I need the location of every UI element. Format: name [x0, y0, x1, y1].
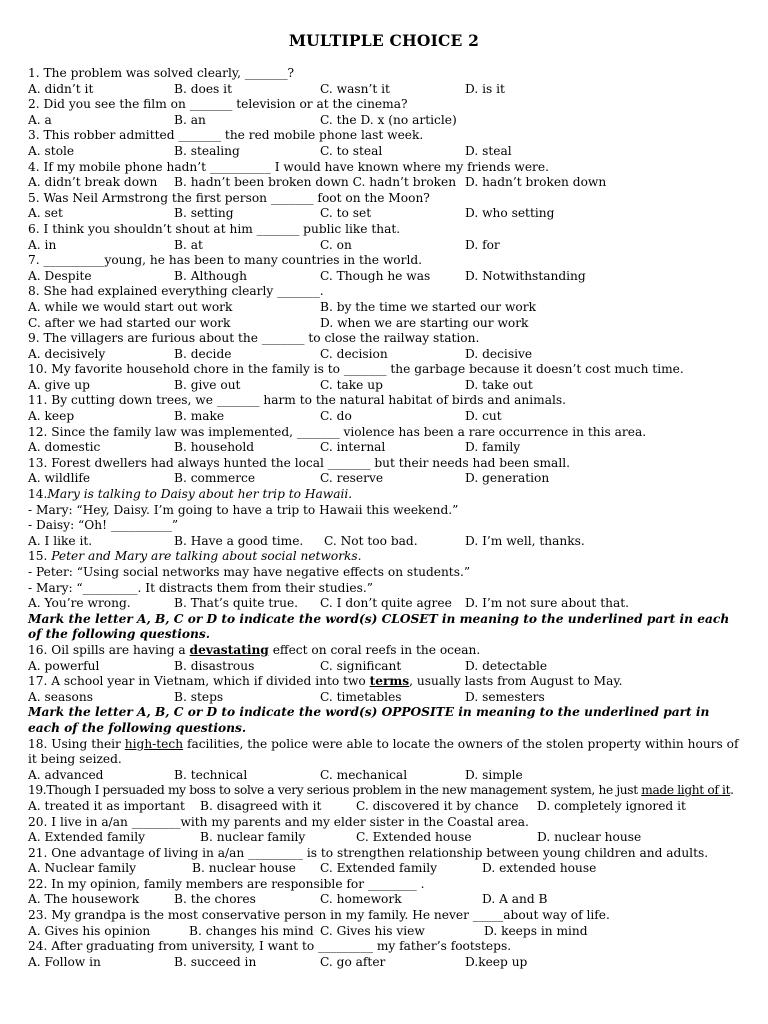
option-b: B. Have a good time.: [174, 533, 304, 548]
underlined-word: high-tech: [124, 736, 184, 751]
question-18-options: [28, 768, 740, 784]
question-2-options: [28, 113, 740, 129]
option-c: C. internal: [320, 440, 386, 455]
question-number: 14.: [28, 487, 48, 502]
question-20-options: [28, 830, 740, 846]
option-b: B. setting: [174, 206, 234, 221]
option-a: A. didn’t it: [28, 81, 94, 96]
underlined-word: devastating: [189, 642, 269, 657]
question-6-options: [28, 238, 740, 254]
option-c: C. do: [320, 409, 352, 424]
option-b: B. succeed in: [174, 954, 257, 969]
question-7-options: [28, 269, 740, 285]
option-d: D. extended house: [482, 861, 597, 876]
dialogue-context: Peter and Mary are talking about social networks.: [51, 549, 362, 564]
question-18-stem: 18. Using their high-tech facilities, the police were able to locate the owners of the stolen property within hours of it being seized.: [28, 736, 739, 767]
question-24-stem: 24. After graduating from university, I want to _________ my father’s footsteps.: [28, 939, 512, 954]
question-1-stem: 1. The problem was solved clearly, _______?: [28, 66, 295, 80]
option-b: B. technical: [174, 767, 248, 782]
option-d: D. I’m well, thanks.: [465, 533, 585, 548]
dialogue-line: - Mary: “Hey, Daisy. I’m going to have a trip to Hawaii this weekend.”: [28, 502, 459, 517]
option-b: B. hadn’t been broken down C. hadn’t broken: [174, 175, 457, 190]
option-a: A. while we would start out work: [28, 299, 233, 314]
option-c: C. discovered it by chance: [356, 798, 519, 813]
option-b: B. nuclear family: [200, 830, 306, 845]
option-c: C. homework: [320, 892, 402, 907]
option-d: D. Notwithstanding: [465, 268, 586, 283]
question-20-stem: 20. I live in a/an ________with my parents and my elder sister in the Coastal area.: [28, 814, 529, 829]
question-24-options: [28, 955, 740, 971]
option-b: B. nuclear house: [192, 861, 296, 876]
option-b: B. at: [174, 237, 203, 252]
option-b: B. household: [174, 440, 255, 455]
option-c: C. go after: [320, 954, 386, 969]
option-b: B. That’s quite true.: [174, 596, 299, 611]
option-d: D. take out: [465, 377, 533, 392]
question-11-options: [28, 409, 740, 425]
option-d: D. I’m not sure about that.: [465, 596, 629, 611]
option-d: D. decisive: [465, 346, 533, 361]
question-23-options: [28, 924, 740, 940]
question-4-options: [28, 175, 740, 191]
option-a: A. Follow in: [28, 954, 101, 969]
option-c: C. significant: [320, 658, 402, 673]
question-10-stem: 10. My favorite household chore in the family is to _______ the garbage because it doesn’t cost much time.: [28, 362, 684, 377]
option-b: B. the chores: [174, 892, 256, 907]
option-a: A. domestic: [28, 440, 101, 455]
option-d: D. family: [465, 440, 521, 455]
option-a: A. Gives his opinion: [28, 923, 151, 938]
question-14-options: [28, 534, 740, 550]
option-d: D. A and B: [482, 892, 548, 907]
question-13-options: [28, 471, 740, 487]
question-3-stem: 3. This robber admitted _______ the red mobile phone last week.: [28, 128, 424, 143]
option-d: D. simple: [465, 767, 523, 782]
page-title: MULTIPLE CHOICE 2: [288, 31, 480, 50]
question-list: [28, 66, 740, 970]
question-10-options: [28, 378, 740, 394]
option-d: D. detectable: [465, 658, 548, 673]
option-d: D. when we are starting our work: [320, 315, 529, 330]
question-22-options: [28, 892, 740, 908]
option-d: D. keeps in mind: [484, 923, 588, 938]
option-b: B. changes his mind: [189, 923, 314, 938]
option-d: D. generation: [465, 471, 550, 486]
option-c: C. Though he was: [320, 268, 431, 283]
question-11-stem: 11. By cutting down trees, we _______ harm to the natural habitat of birds and animals.: [28, 393, 566, 408]
question-14-stem: [28, 487, 740, 503]
question-16-stem: 16. Oil spills are having a devastating effect on coral reefs in the ocean.: [28, 642, 481, 657]
option-a: A. Despite: [28, 268, 92, 283]
option-b: B. stealing: [174, 143, 240, 158]
option-a: A. in: [28, 237, 57, 252]
option-c: C. to set: [320, 206, 372, 221]
option-b: B. give out: [174, 377, 241, 392]
option-c: C. the D. x (no article): [320, 112, 457, 127]
option-c: C. I don’t quite agree: [320, 596, 452, 611]
option-a: A. The housework: [28, 892, 140, 907]
question-13-stem: 13. Forest dwellers had always hunted the local _______ but their needs had been small.: [28, 455, 570, 470]
question-6-stem: 6. I think you shouldn’t shout at him _______ public like that.: [28, 221, 401, 236]
option-c: C. Extended house: [356, 830, 472, 845]
question-8-options-row-1: [28, 300, 740, 316]
question-21-options: [28, 861, 740, 877]
question-16-options: [28, 659, 740, 675]
option-b: B. an: [174, 112, 206, 127]
option-b: B. Although: [174, 268, 247, 283]
question-17-options: [28, 690, 740, 706]
option-c: C. mechanical: [320, 767, 408, 782]
option-b: B. does it: [174, 81, 232, 96]
underlined-word: terms: [369, 674, 410, 689]
question-9-options: [28, 347, 740, 363]
option-b: B. commerce: [174, 471, 256, 486]
question-5-stem: 5. Was Neil Armstrong the first person _______ foot on the Moon?: [28, 190, 430, 205]
underlined-word: made light of it: [641, 783, 731, 798]
question-8-stem: 8. She had explained everything clearly _______.: [28, 284, 324, 299]
option-a: A. decisively: [28, 346, 106, 361]
question-22-stem: 22. In my opinion, family members are responsible for ________ .: [28, 876, 425, 891]
dialogue-line: - Peter: “Using social networks may have negative effects on students.”: [28, 565, 471, 579]
option-c: C. decision: [320, 346, 388, 361]
question-1-options: [28, 82, 740, 98]
question-4-stem: 4. If my mobile phone hadn’t __________ I would have known where my friends were.: [28, 159, 549, 174]
question-5-options: [28, 206, 740, 222]
option-b: B. disagreed with it: [200, 798, 322, 813]
option-c: C. after we had started our work: [28, 315, 231, 330]
option-d: D. who setting: [465, 206, 555, 221]
option-c: C. Gives his view: [320, 923, 425, 938]
option-d: D. completely ignored it: [537, 798, 686, 813]
option-b: B. steps: [174, 689, 224, 704]
option-a: A. You’re wrong.: [28, 596, 131, 611]
option-a: A. stole: [28, 143, 75, 158]
dialogue-line: - Daisy: “Oh! __________”: [28, 518, 179, 533]
option-a: A. Nuclear family: [28, 861, 136, 876]
option-c: C. to steal: [320, 143, 383, 158]
option-d: D. hadn’t broken down: [465, 175, 607, 190]
option-a: A. set: [28, 206, 63, 221]
question-9-stem: 9. The villagers are furious about the _______ to close the railway station.: [28, 331, 480, 346]
question-23-stem: 23. My grandpa is the most conservative person in my family. He never _____about way of life.: [28, 908, 610, 923]
question-number: 15.: [28, 549, 52, 564]
option-a: A. wildlife: [28, 471, 91, 486]
question-12-options: [28, 440, 740, 456]
option-c: C. take up: [320, 377, 383, 392]
question-8-options-row-2: [28, 316, 740, 332]
option-d: D. is it: [465, 81, 505, 96]
option-b: B. disastrous: [174, 658, 255, 673]
option-c: C. on: [320, 237, 352, 252]
option-a: A. give up: [28, 377, 90, 392]
option-c: C. Not too bad.: [324, 533, 418, 548]
question-15-options: [28, 596, 740, 612]
option-d: D. nuclear house: [537, 830, 642, 845]
question-17-stem: 17. A school year in Vietnam, which if divided into two terms, usually lasts from August to May.: [28, 674, 623, 689]
option-a: A. powerful: [28, 658, 100, 673]
option-b: B. decide: [174, 346, 232, 361]
option-d: D. steal: [465, 143, 512, 158]
question-19-stem: 19.Though I persuaded my boss to solve a very serious problem in the new management system, he just made light of it.: [28, 783, 734, 798]
section-instruction-closest: Mark the letter A, B, C or D to indicate the word(s) CLOSET in meaning to the underlined part in each of the following questions.: [28, 611, 730, 642]
option-c: C. Extended family: [320, 861, 438, 876]
option-a: A. a: [28, 112, 52, 127]
question-19-options: [28, 799, 740, 815]
question-15-stem: [28, 549, 740, 565]
section-instruction-opposite: Mark the letter A, B, C or D to indicate the word(s) OPPOSITE in meaning to the underlined part in each of the following questions.: [28, 705, 710, 735]
option-a: A. advanced: [28, 767, 104, 782]
option-a: A. treated it as important: [28, 798, 185, 813]
question-12-stem: 12. Since the family law was implemented, _______ violence has been a rare occurrence in this area.: [28, 424, 647, 439]
question-2-stem: 2. Did you see the film on _______ television or at the cinema?: [28, 97, 408, 112]
option-d: D. cut: [465, 409, 502, 424]
option-a: A. didn’t break down: [28, 175, 158, 190]
question-21-stem: 21. One advantage of living in a/an _________ is to strengthen relationship between young children and adults.: [28, 845, 709, 860]
question-3-options: [28, 144, 740, 160]
option-d: D.keep up: [465, 954, 528, 969]
option-c: C. timetables: [320, 689, 402, 704]
option-a: A. seasons: [28, 689, 93, 704]
option-a: A. I like it.: [28, 533, 93, 548]
option-b: B. make: [174, 409, 225, 424]
option-d: D. semesters: [465, 689, 545, 704]
option-a: A. keep: [28, 409, 75, 424]
option-c: C. reserve: [320, 471, 384, 486]
option-d: D. for: [465, 237, 500, 252]
option-a: A. Extended family: [28, 830, 145, 845]
option-c: C. wasn’t it: [320, 81, 390, 96]
option-b: B. by the time we started our work: [320, 299, 536, 314]
question-7-stem: 7. __________young, he has been to many countries in the world.: [28, 253, 423, 268]
dialogue-context: Mary is talking to Daisy about her trip to Hawaii.: [47, 487, 353, 502]
dialogue-line: - Mary: “_________. It distracts them from their studies.”: [28, 580, 373, 595]
